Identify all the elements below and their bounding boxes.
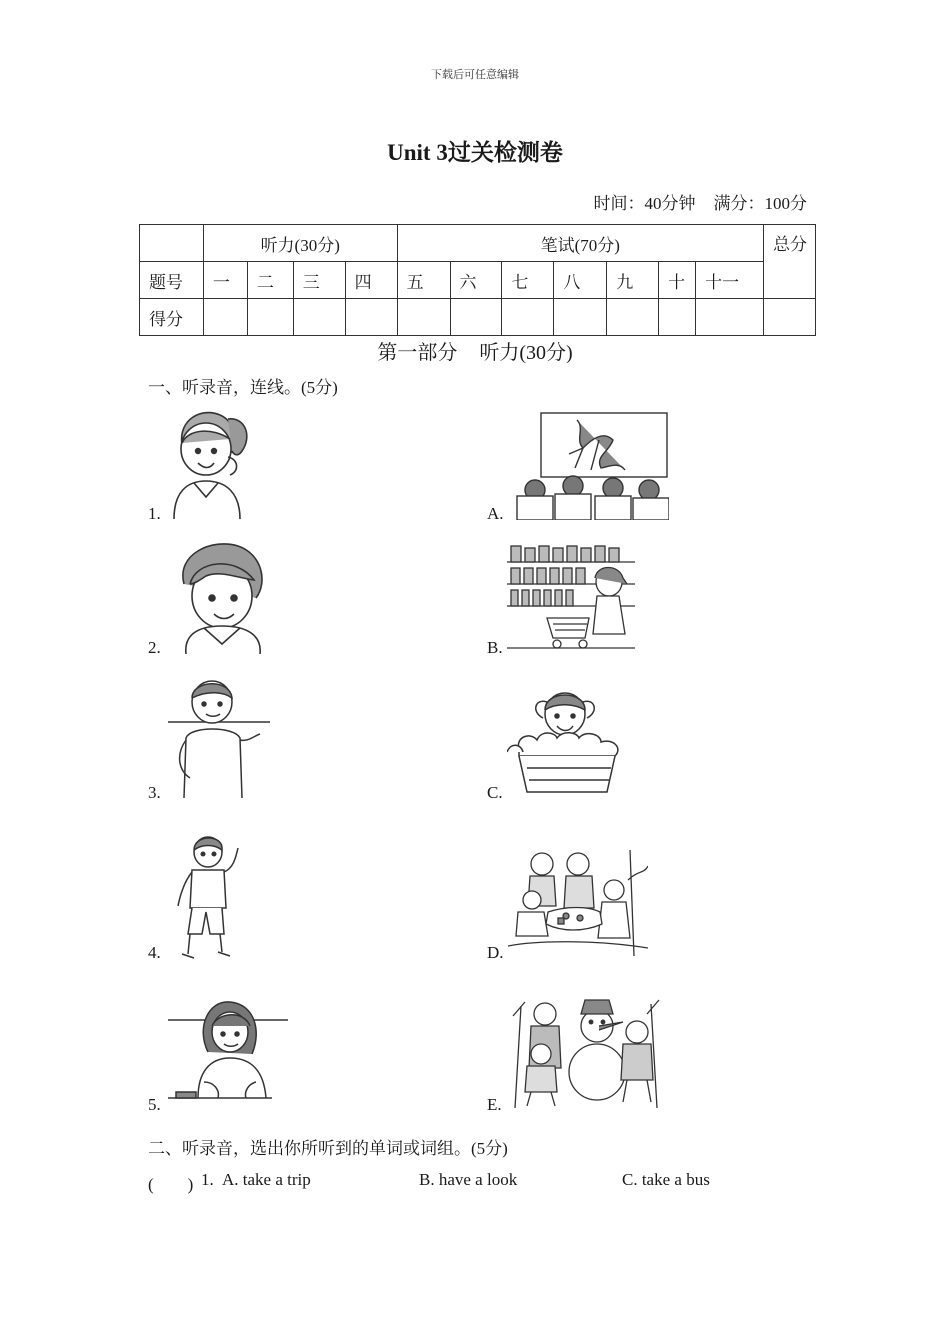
- total-score-cell[interactable]: [764, 299, 816, 336]
- section-cell: 四: [345, 262, 397, 299]
- option-c[interactable]: C. take a bus: [622, 1170, 710, 1189]
- left-label-1: 1.: [148, 504, 161, 523]
- section-cell: 十一: [696, 262, 764, 299]
- left-label-2: 2.: [148, 638, 161, 657]
- score-cell[interactable]: [345, 299, 397, 336]
- section-cell: 二: [247, 262, 293, 299]
- section-cell: 五: [397, 262, 450, 299]
- score-cell[interactable]: [696, 299, 764, 336]
- score-cell[interactable]: [293, 299, 345, 336]
- row-label-number: 题号: [140, 262, 204, 299]
- part-one-label: 第一部分: [377, 342, 458, 364]
- boy-waving-illustration: [170, 834, 244, 960]
- section-cell: 一: [203, 262, 247, 299]
- section-cell: 九: [607, 262, 659, 299]
- question-2-item-1: [148, 1170, 848, 1194]
- score-cell[interactable]: [607, 299, 659, 336]
- girl-ponytail-illustration: [168, 405, 254, 519]
- item-number: 1.: [201, 1170, 214, 1189]
- right-label-d: D.: [487, 943, 504, 962]
- option-b[interactable]: B. have a look: [419, 1170, 518, 1189]
- left-label-5: 5.: [148, 1095, 161, 1114]
- answer-bracket[interactable]: ( ): [148, 1175, 194, 1194]
- boy-hoodie-illustration: [168, 676, 270, 798]
- snowman-children-illustration: [511, 996, 661, 1108]
- score-cell[interactable]: [502, 299, 554, 336]
- header-note: 下载后可任意编辑: [431, 69, 519, 81]
- section-cell: 六: [450, 262, 502, 299]
- girl-at-desk-illustration: [168, 998, 288, 1108]
- left-label-4: 4.: [148, 943, 161, 962]
- left-label-3: 3.: [148, 783, 161, 802]
- total-header: 总分: [764, 225, 816, 299]
- score-cell[interactable]: [450, 299, 502, 336]
- right-label-a: A.: [487, 504, 504, 523]
- cinema-audience-illustration: [515, 410, 669, 520]
- row-label-score: 得分: [140, 299, 204, 336]
- right-label-c: C.: [487, 783, 503, 802]
- supermarket-shopping-illustration: [507, 544, 635, 652]
- score-cell[interactable]: [397, 299, 450, 336]
- section-cell: 八: [554, 262, 607, 299]
- boy-face-illustration: [176, 540, 268, 654]
- section-cell: 三: [293, 262, 345, 299]
- score-cell[interactable]: [554, 299, 607, 336]
- picnic-group-illustration: [508, 850, 648, 956]
- listening-header: 听力(30分): [203, 225, 397, 262]
- question-1-instruction: 一、听录音，连线。(5分): [148, 378, 338, 397]
- score-cell[interactable]: [203, 299, 247, 336]
- option-a[interactable]: A. take a trip: [222, 1170, 311, 1189]
- writing-header: 笔试(70分): [397, 225, 763, 262]
- time-score-line: [576, 189, 808, 214]
- score-table: [139, 224, 816, 336]
- part-one-title: [0, 336, 950, 365]
- time-label: 时间：40分钟: [593, 194, 696, 213]
- right-label-b: B.: [487, 638, 503, 657]
- part-one-subtitle: 听力(30分): [479, 342, 573, 364]
- page-title: Unit 3过关检测卷: [387, 140, 563, 165]
- section-cell: 七: [502, 262, 554, 299]
- score-cell[interactable]: [247, 299, 293, 336]
- table-corner-cell: [140, 225, 204, 262]
- score-cell[interactable]: [659, 299, 696, 336]
- section-cell: 十: [659, 262, 696, 299]
- boy-bath-illustration: [507, 688, 627, 800]
- question-2-instruction: 二、听录音，选出你所听到的单词或词组。(5分): [148, 1139, 508, 1158]
- score-label: 满分：100分: [713, 194, 807, 213]
- right-label-e: E.: [487, 1095, 502, 1114]
